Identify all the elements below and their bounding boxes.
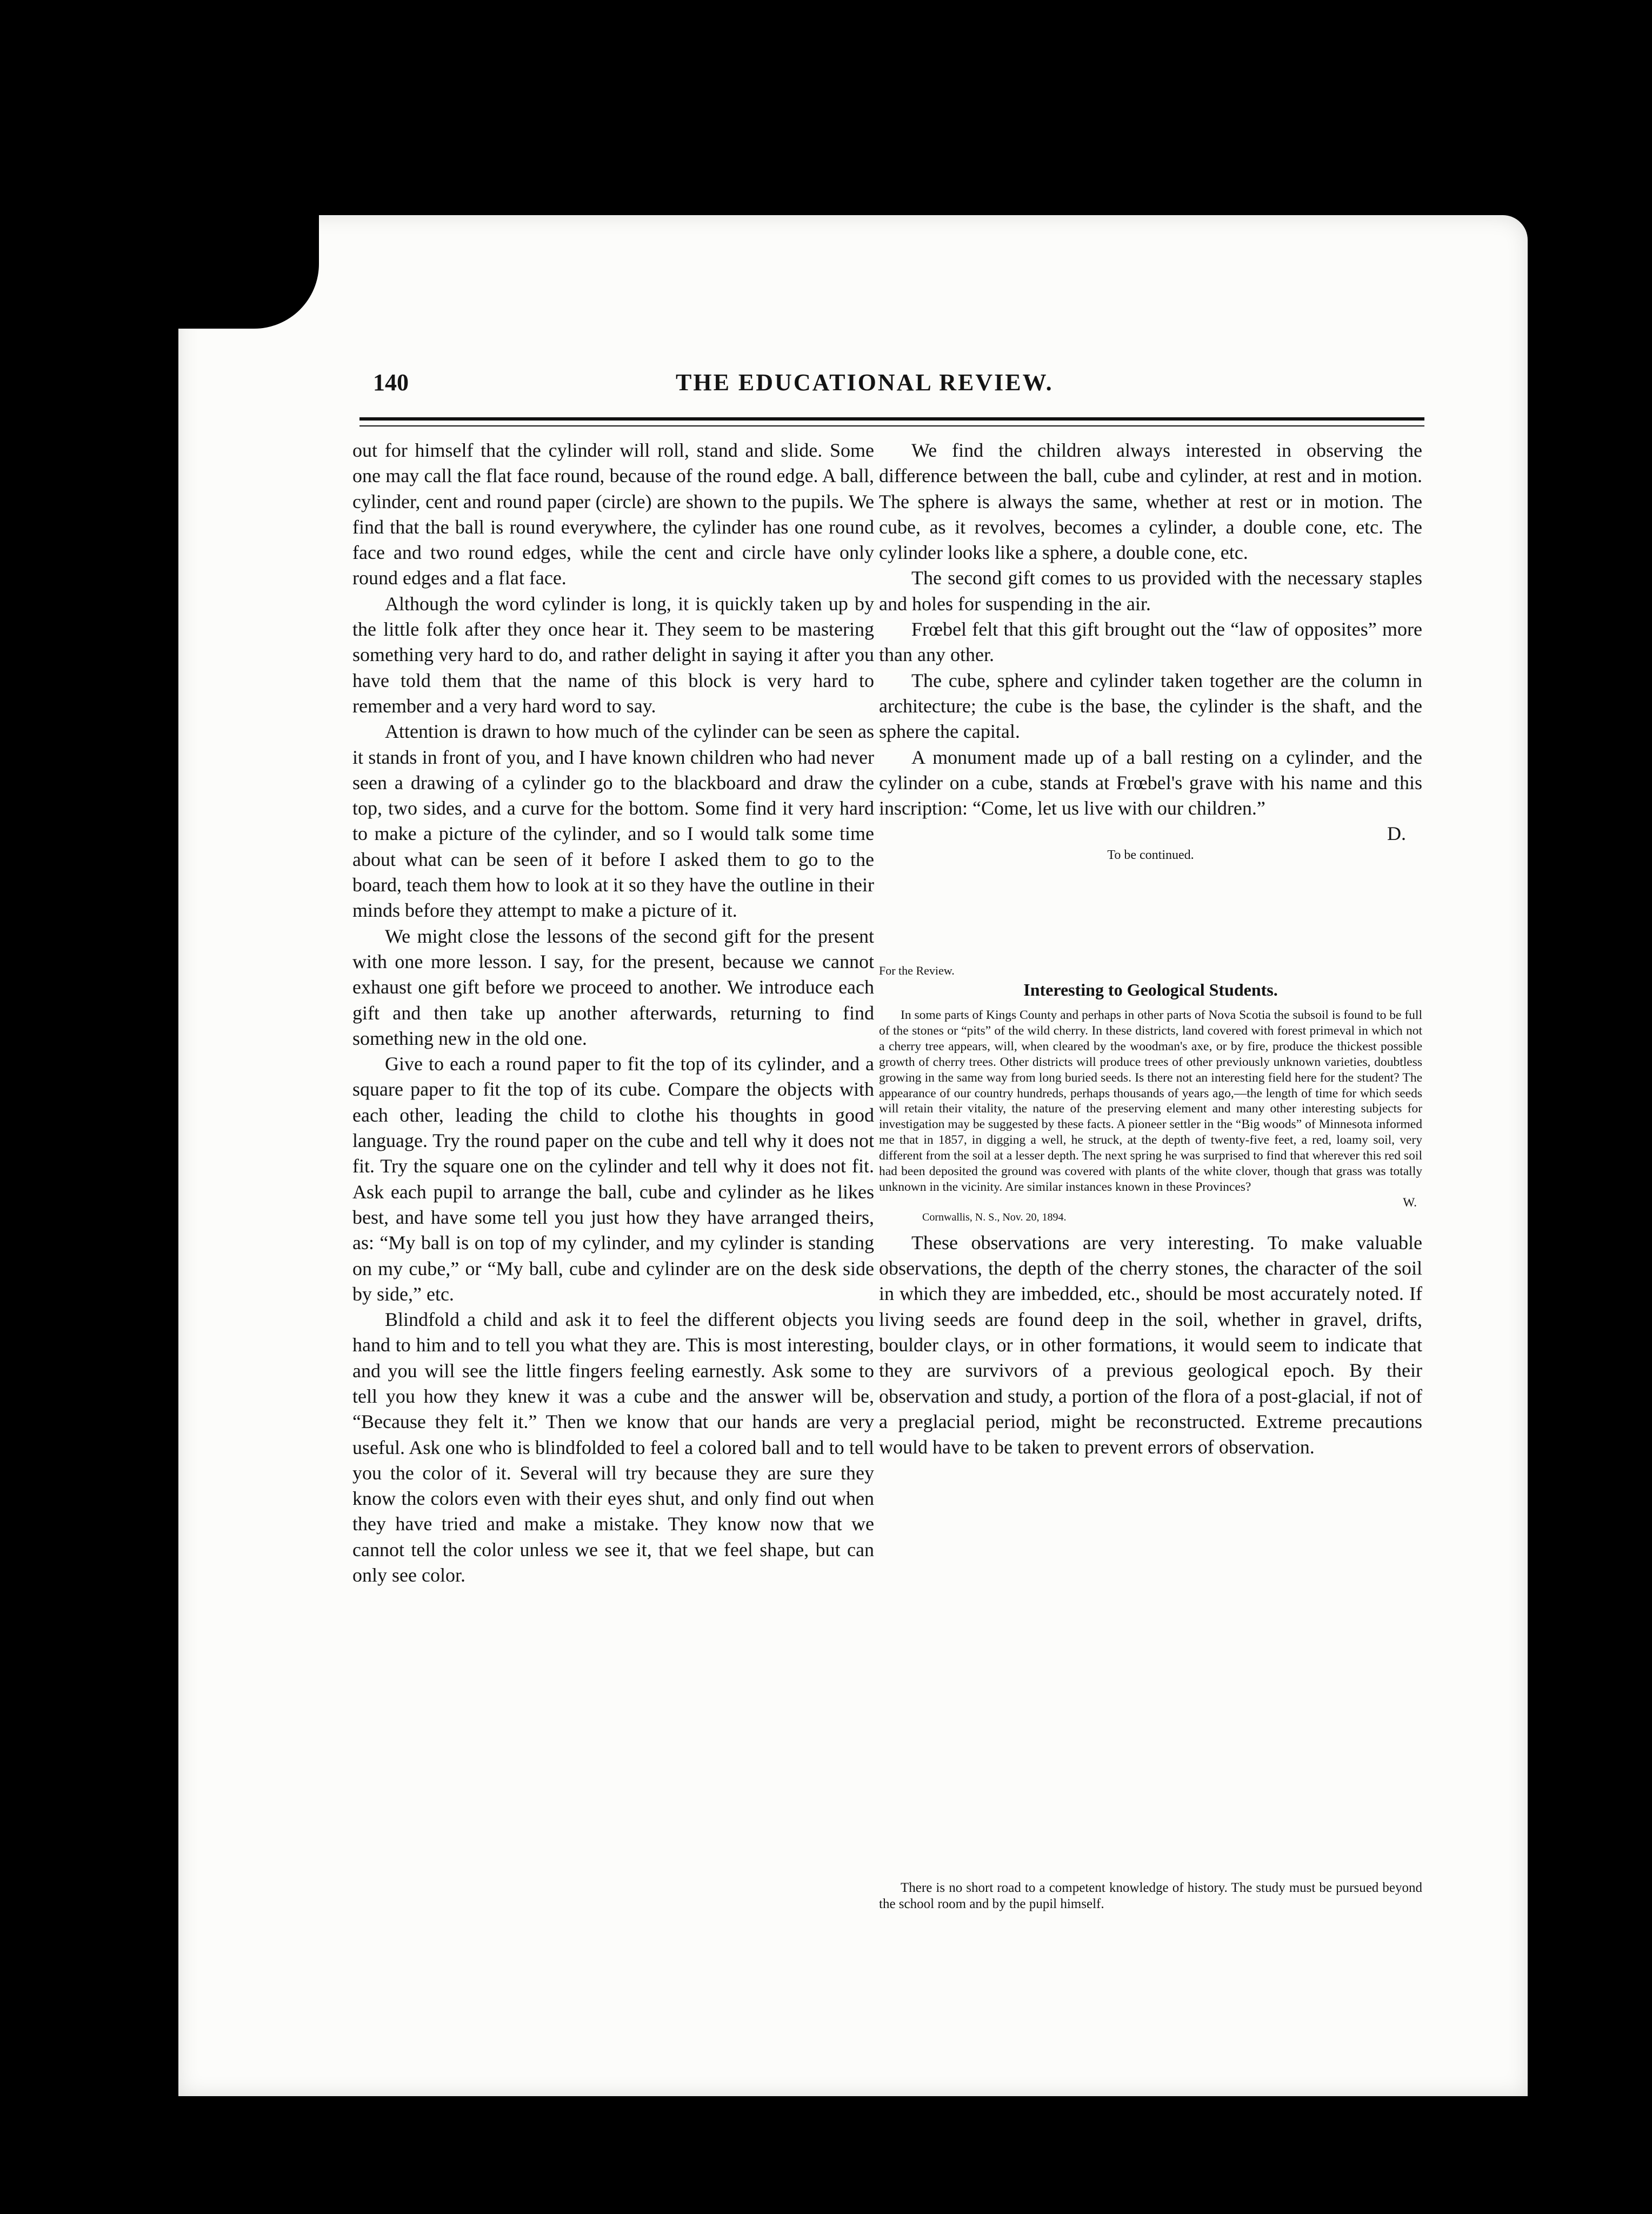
paragraph: The cube, sphere and cylinder taken together are the column in architecture; the cube is the base, the cylinder is the shaft, and the sphere the capital. <box>879 669 1422 743</box>
running-header <box>373 369 1427 406</box>
editorial-note <box>879 1230 1422 1461</box>
dateline: Cornwallis, N. S., Nov. 20, 1894. <box>922 1211 1067 1223</box>
paragraph: Although the word cylinder is long, it is quickly taken up by the little folk after they once hear it. They seem to be mastering something very hard to do, and rather delight in saying it after you have told them that the name of this block is very hard to remember and a very hard word to say. <box>352 592 874 717</box>
header-rule-thin <box>359 425 1424 426</box>
journal-title: THE EDUCATIONAL REVIEW. <box>676 369 1054 396</box>
signature-d: D. <box>1387 823 1406 845</box>
left-column <box>352 438 874 1588</box>
geology-article <box>879 949 1422 1460</box>
paragraph: Blindfold a child and ask it to feel the different objects you hand to him and to tell you what they are. This is most interesting, and you will see the little fingers feeling earnestly. Ask some to tell you how they knew it was a cube and the answer will be, “Because they felt it.” Then we know that our hands are very useful. Ask one who is blindfolded to feel a colored ball and to tell you the color of it. Several will try because they are sure they know the colors even with their eyes shut, and only find out when they have tried and make a mistake. They know now that we cannot tell the color unless we see it, that we feel shape, but can only see color. <box>352 1309 874 1586</box>
article-title: Interesting to Geological Students. <box>1023 980 1278 999</box>
article-credit: For the Review. <box>879 964 955 977</box>
paragraph: We find the children always interested in observing the difference between the ball, cube and cylinder, at rest and in motion. The sphere is always the same, whether at rest or in motion. The cube, as it revolves, becomes a cylinder, a double cone, etc. The cylinder looks like a sphere, a double cone, etc. <box>879 439 1422 564</box>
signature-w: W. <box>1403 1195 1417 1210</box>
editorial-text: These observations are very interesting. To make valuable observations, the depth of the cherry stones, the character of the soil in which they are imbedded, etc., should be most accurately noted. If living seeds are found deep in the soil, whether in gravel, drifts, boulder clays, or in other formations, it would seem to indicate that they are survivors of a previous geological epoch. By their observation and study, a portion of the flora of a post-glacial, if not of a preglacial period, might be reconstructed. Extreme precautions would have to be taken to prevent errors of observation. <box>879 1231 1422 1458</box>
paragraph: Give to each a round paper to fit the top of its cylinder, and a square paper to fit the top of its cube. Compare the objects with each other, leading the child to clothe his thoughts in good language. Try the round paper on the cube and tell why it does not fit. Try the square one on the cylinder and tell why it does not fit. Ask each pupil to arrange the ball, cube and cylinder as he likes best, and have some tell you just how they have arranged theirs, as: “My ball is on top of my cylinder, and my cylinder is standing on my cube,” or “My ball, cube and cylinder are on the desk side by side,” etc. <box>352 1053 874 1305</box>
continued-note: To be continued. <box>1107 848 1194 862</box>
right-column <box>879 438 1422 863</box>
article-body <box>879 1008 1422 1211</box>
quote-text: There is no short road to a competent knowledge of history. The study must be pursued beyond the school room and by the pupil himself. <box>879 1880 1422 1911</box>
closing-quote <box>879 1880 1422 1912</box>
article-text: In some parts of Kings County and perhaps in other parts of Nova Scotia the subsoil is found to be full of the stones or “pits” of the wild cherry. In these districts, land covered with forest primeval in which not a cherry tree appears, will, when cleared by the woodman's axe, or by fire, produce the thickest possible growth of cherry trees. Other districts will produce trees of other previously unknown varieties, doubtless growing in the same way from long buried seeds. Is there not an interesting field here for the student? The appearance of our country hundreds, perhaps thousands of years ago,—the length of time for which seeds will retain their vitality, the nature of the preserving element and many other interesting subjects for investigation may be suggested by these facts. A pioneer settler in the “Big woods” of Minnesota informed me that in 1857, in digging a well, he struck, at the depth of twenty-five feet, a red, loamy soil, very different from the soil at a lesser depth. The next spring he was surprised to find that wherever this red soil had been deposited the ground was covered with plants of the white clover, though that grass was totally unknown in the vicinity. Are similar instances known in these Provinces? <box>879 1008 1422 1194</box>
paragraph: Attention is drawn to how much of the cylinder can be seen as it stands in front of you, and I have known children who had never seen a drawing of a cylinder go to the blackboard and draw the top, two sides, and a curve for the bottom. Some find it very hard to make a picture of the cylinder, and so I would talk some time about what can be seen of it before I asked them to go to the board, teach them how to look at it so they have the outline in their minds before they attempt to make a picture of it. <box>352 721 874 922</box>
binding-clip <box>178 215 319 329</box>
paragraph: We might close the lessons of the second gift for the present with one more lesson. I say, for the present, because we cannot exhaust one gift before we proceed to another. We introduce each gift and then take up another afterwards, returning to find something new in the old one. <box>352 925 874 1049</box>
paragraph: A monument made up of a ball resting on a cylinder, and the cylinder on a cube, stands at Frœbel's grave with his name and this inscription: “Come, let us live with our children.” <box>879 746 1422 819</box>
paragraph: out for himself that the cylinder will roll, stand and slide. Some one may call the flat face round, because of the round edge. A ball, cylinder, cent and round paper (circle) are shown to the pupils. We find that the ball is round everywhere, the cylinder has one round face and two round edges, while the cent and circle have only round edges and a flat face. <box>352 439 874 589</box>
paragraph: Frœbel felt that this gift brought out the “law of opposites” more than any other. <box>879 618 1422 666</box>
page-number: 140 <box>373 369 409 396</box>
header-rule-thick <box>359 417 1424 421</box>
paragraph: The second gift comes to us provided with the necessary staples and holes for suspending in the air. <box>879 567 1422 615</box>
